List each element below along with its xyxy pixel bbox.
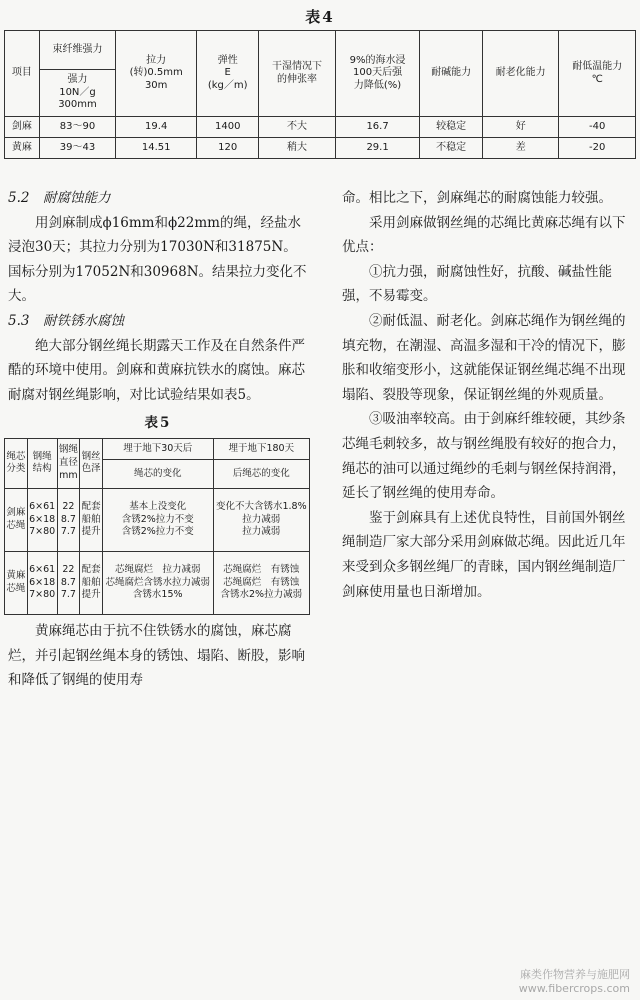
table-cell: 16.7 <box>335 117 420 138</box>
paragraph-summary: 鉴于剑麻具有上述优良特性，目前国外钢丝绳制造厂家大部分采用剑麻做芯绳。因此近几年来受到众多钢丝绳厂的青睐，国内钢丝绳制造厂剑麻使用量也日渐增加。 <box>342 509 626 600</box>
table-cell: 14.51 <box>116 138 197 159</box>
paragraph-conclusion: 命。相比之下，剑麻绳芯的耐腐蚀能力较强。 <box>342 190 612 206</box>
table5-header-diam: 钢绳 直径 mm <box>57 438 80 488</box>
table4-header-elastic: 弹性 E (kg／m) <box>197 31 259 117</box>
table4-header-stretch: 干湿情况下 的伸张率 <box>259 31 335 117</box>
table4-header-item: 项目 <box>5 31 40 117</box>
table-cell: 22 8.7 7.7 <box>57 551 80 614</box>
table4 <box>4 30 636 159</box>
table5 <box>4 438 310 615</box>
table-cell: 不稳定 <box>420 138 483 159</box>
section-5-3-heading: 5.3 耐铁锈水腐蚀 <box>8 312 124 329</box>
table-cell: 6×61 6×18 7×80 <box>27 551 57 614</box>
table5-header-30d-sub: 绳芯的变化 <box>102 459 213 488</box>
table4-header-lowtemp: 耐低温能力 ℃ <box>559 31 636 117</box>
table-cell: 基本上没变化 含锈2%拉力不变 含锈2%拉力不变 <box>102 488 213 551</box>
watermark-line: 麻类作物营养与施肥网 <box>520 968 630 981</box>
section-5-2-heading: 5.2 耐腐蚀能力 <box>8 190 111 206</box>
table-cell: 6×61 6×18 7×80 <box>27 488 57 551</box>
section-5-2-body: 用剑麻制成ϕ16mm和ϕ22mm的绳，经盐水浸泡30天；其拉力分别为17030N和31875N。国标分别为17052N和30968N。结果拉力变化不大。 <box>8 214 307 305</box>
closing-paragraph: 黄麻绳芯由于抗不住铁锈水的腐蚀，麻芯腐烂，并引起钢丝绳本身的锈蚀、塌陷、断股，影响和降低了钢绳的使用寿 <box>8 622 305 689</box>
section-5-3-body: 绝大部分钢丝绳长期露天工作及在自然条件严酷的环境中使用。剑麻和黄麻抗铁水的腐蚀。麻芯耐腐对钢丝绳影响，对比试验结果如表5。 <box>8 337 305 403</box>
table4-header-seawater: 9%的海水浸 100天后强 力降低(%) <box>335 31 420 117</box>
right-column <box>342 186 634 604</box>
table5-header-core: 绳芯 分类 <box>5 438 28 488</box>
table5-header-struct: 钢绳 结构 <box>27 438 57 488</box>
table-cell: 剑麻 <box>5 117 40 138</box>
table4-header-aging: 耐老化能力 <box>482 31 558 117</box>
table-cell: 不大 <box>259 117 335 138</box>
table5-header-180d: 埋于地下180天 <box>213 438 309 459</box>
table4-header-alkali: 耐碱能力 <box>420 31 483 117</box>
table-cell: 芯绳腐烂 有锈蚀 芯绳腐烂 有锈蚀 含锈水2%拉力减弱 <box>213 551 309 614</box>
table-cell: 19.4 <box>116 117 197 138</box>
table-row <box>5 551 310 614</box>
table-row <box>5 117 636 138</box>
table-cell: 83～90 <box>39 117 115 138</box>
table-cell: 芯绳腐烂 拉力减弱 芯绳腐烂含锈水拉力减弱 含锈水15% <box>102 551 213 614</box>
table-cell: 好 <box>482 117 558 138</box>
table-cell: 1400 <box>197 117 259 138</box>
table4-header-tension: 拉力 (转)0.5mm 30m <box>116 31 197 117</box>
table-cell: 22 8.7 7.7 <box>57 488 80 551</box>
paragraph-advantage-2: ②耐低温、耐老化。剑麻芯绳作为钢丝绳的填充物，在潮湿、高温多湿和干冷的情况下，膨胀和收缩变形小，这就能保证钢丝绳芯绳不出现塌陷、裂股等现象，保证钢丝绳的外观质量。 <box>342 312 626 403</box>
table-cell: 变化不大含锈水1.8% 拉力减弱 拉力减弱 <box>213 488 309 551</box>
paragraph-advantages-intro: 采用剑麻做钢丝绳的芯绳比黄麻芯绳有以下优点： <box>342 214 626 256</box>
table-cell: 差 <box>482 138 558 159</box>
table-cell: -40 <box>559 117 636 138</box>
table-cell: -20 <box>559 138 636 159</box>
table-row <box>5 138 636 159</box>
paragraph-advantage-1: ①抗力强，耐腐蚀性好，抗酸、碱盐性能强，不易霉变。 <box>342 263 612 305</box>
watermark <box>519 968 630 996</box>
table-cell: 配套 船舶 提升 <box>80 488 103 551</box>
table-cell: 稍大 <box>259 138 335 159</box>
table5-header-180d-sub: 后绳芯的变化 <box>213 459 309 488</box>
table-cell: 配套 船舶 提升 <box>80 551 103 614</box>
table4-header-fiber-group: 束纤维强力 <box>39 31 115 70</box>
left-column <box>8 186 308 693</box>
table-cell: 剑麻 芯绳 <box>5 488 28 551</box>
table5-header-color: 钢丝 色泽 <box>80 438 103 488</box>
table-cell: 29.1 <box>335 138 420 159</box>
table-row <box>5 488 310 551</box>
paragraph-advantage-3: ③吸油率较高。由于剑麻纤维较硬，其纱条芯绳毛刺较多，故与钢丝绳股有较好的抱合力，绳芯的油可以通过绳纱的毛刺与钢丝保持润滑，延长了钢丝绳的使用寿命。 <box>342 411 626 502</box>
table5-header-30d: 埋于地下30天后 <box>102 438 213 459</box>
table-cell: 120 <box>197 138 259 159</box>
table4-title: 表4 <box>305 8 335 26</box>
watermark-url: www.fibercrops.com <box>518 982 630 995</box>
table5-title: 表5 <box>144 415 172 432</box>
table-cell: 黄麻 芯绳 <box>5 551 28 614</box>
table-cell: 较稳定 <box>420 117 483 138</box>
table-cell: 39～43 <box>39 138 115 159</box>
table4-header-fiber-sub: 强力 10N／g 300mm <box>39 70 115 117</box>
table-cell: 黄麻 <box>5 138 40 159</box>
